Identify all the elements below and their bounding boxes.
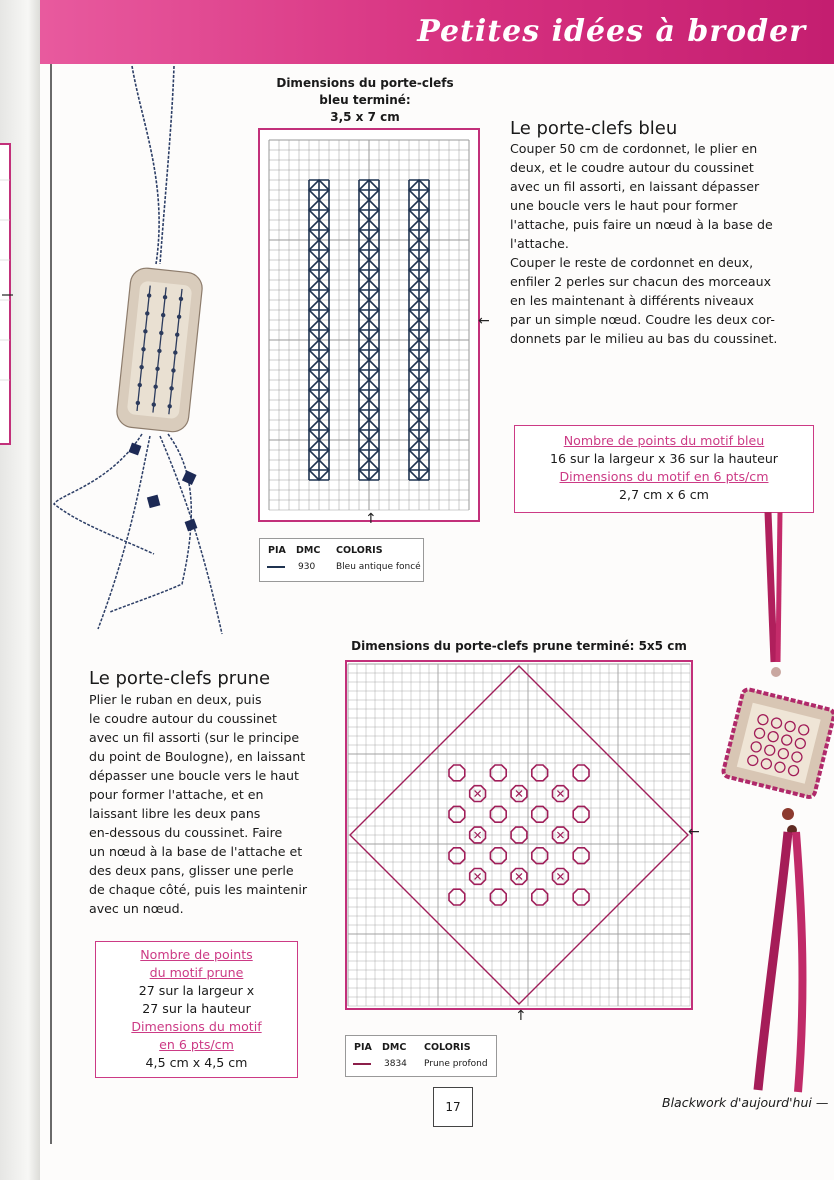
prune-instruction-line: du point de Boulogne), en laissant — [89, 749, 306, 764]
prune-instruction-line: pour former l'attache, et en — [89, 787, 264, 802]
blue-instruction-line: donnets par le milieu au bas du coussinet. — [510, 331, 778, 346]
prune-dims-label-line1: Dimensions du motif — [131, 1019, 262, 1034]
prune-instruction-line: de chaque côté, puis les maintenir — [89, 882, 308, 897]
blue-instruction-line: par un simple nœud. Coudre les deux cor- — [510, 312, 775, 327]
blue-instruction-line: en les maintenant à différents niveaux — [510, 293, 754, 308]
prune-points-value-line2: 27 sur la hauteur — [142, 1001, 251, 1016]
prune-points-label-line1: Nombre de points — [140, 947, 253, 962]
blue-instruction-line: l'attache, puis faire un nœud à la base de — [510, 217, 773, 232]
legend-header-dmc: DMC — [382, 1042, 407, 1053]
blue-instruction-line: Couper 50 cm de cordonnet, le plier en — [510, 141, 758, 156]
blue-section-title: Le porte-clefs bleu — [510, 118, 678, 139]
prune-instruction-line: avec un nœud. — [89, 901, 184, 916]
prune-instructions — [89, 690, 329, 918]
blue-instruction-line: Couper le reste de cordonnet en deux, — [510, 255, 754, 270]
blue-chart-center-arrow-bottom: ↑ — [365, 511, 377, 527]
magazine-footer: Blackwork d'aujourd'hui — — [662, 1095, 829, 1110]
prune-cross-stitch-chart — [345, 660, 693, 1010]
legend-color-name: Prune profond — [424, 1059, 488, 1069]
prune-instruction-line: avec un fil assorti (sur le principe — [89, 730, 300, 745]
prune-instruction-line: dépasser une boucle vers le haut — [89, 768, 299, 783]
blue-instruction-line: avec un fil assorti, en laissant dépasser — [510, 179, 760, 194]
prune-dims-value: 4,5 cm x 4,5 cm — [145, 1055, 248, 1070]
blue-instruction-line: une boucle vers le haut pour former — [510, 198, 738, 213]
blue-thread-legend — [259, 538, 424, 582]
legend-header-pia: PIA — [268, 545, 286, 556]
prune-info-box — [95, 941, 298, 1078]
prune-section-title: Le porte-clefs prune — [89, 668, 271, 689]
blue-instruction-line: deux, et le coudre autour du coussinet — [510, 160, 754, 175]
page-title: Petites idées à broder — [417, 14, 806, 49]
prune-instruction-line: laissant libre les deux pans — [89, 806, 261, 821]
blue-chart-center-arrow-right: ← — [478, 313, 490, 329]
prune-thread-legend — [345, 1035, 497, 1077]
prune-instruction-line: des deux pans, glisser une perle — [89, 863, 294, 878]
prune-instruction-line: en-dessous du coussinet. Faire — [89, 825, 283, 840]
prune-chart-center-arrow-right: ← — [688, 824, 700, 840]
prune-instruction-line: Plier le ruban en deux, puis — [89, 692, 262, 707]
prune-points-label-line2: du motif prune — [149, 965, 244, 980]
magazine-name: Blackwork d'aujourd'hui — [662, 1095, 812, 1110]
blue-dims-value: 2,7 cm x 6 cm — [619, 487, 709, 502]
blue-instructions — [510, 139, 810, 348]
prune-keychain-photo — [718, 512, 834, 1097]
prune-instruction-line: le coudre autour du coussinet — [89, 711, 277, 726]
legend-dmc-code: 3834 — [384, 1059, 407, 1069]
blue-dims-label: Dimensions du motif en 6 pts/cm — [559, 469, 769, 484]
page-number: 17 — [433, 1087, 473, 1127]
prune-chart-center-arrow-bottom: ↑ — [515, 1008, 527, 1024]
blue-instruction-line: l'attache. — [510, 236, 569, 251]
blue-dimension-label: Dimensions du porte-clefs bleu terminé: 3,5 x 7 cm — [276, 76, 454, 124]
legend-header-coloris: COLORIS — [424, 1042, 471, 1053]
legend-dmc-code: 930 — [298, 562, 316, 572]
blue-points-label: Nombre de points du motif bleu — [563, 433, 765, 448]
blue-info-box — [514, 425, 814, 513]
facing-page-edge — [0, 140, 14, 450]
legend-swatch-prune — [353, 1063, 371, 1065]
prune-points-value-line1: 27 sur la largeur x — [138, 983, 255, 998]
blue-cross-stitch-chart — [258, 128, 480, 522]
prune-instruction-line: un nœud à la base de l'attache et — [89, 844, 303, 859]
blue-points-value: 16 sur la largeur x 36 sur la hauteur — [549, 451, 778, 466]
blue-keychain-photo — [50, 64, 235, 644]
prune-dims-label-line2: en 6 pts/cm — [159, 1037, 234, 1052]
legend-header-pia: PIA — [354, 1042, 372, 1053]
legend-swatch-blue — [267, 566, 285, 568]
legend-color-name: Bleu antique foncé — [336, 562, 421, 572]
blue-instruction-line: enfiler 2 perles sur chacun des morceaux — [510, 274, 772, 289]
legend-header-dmc: DMC — [296, 545, 321, 556]
legend-header-coloris: COLORIS — [336, 545, 383, 556]
prune-dimension-label: Dimensions du porte-clefs prune terminé: 5x5 cm — [351, 639, 687, 653]
